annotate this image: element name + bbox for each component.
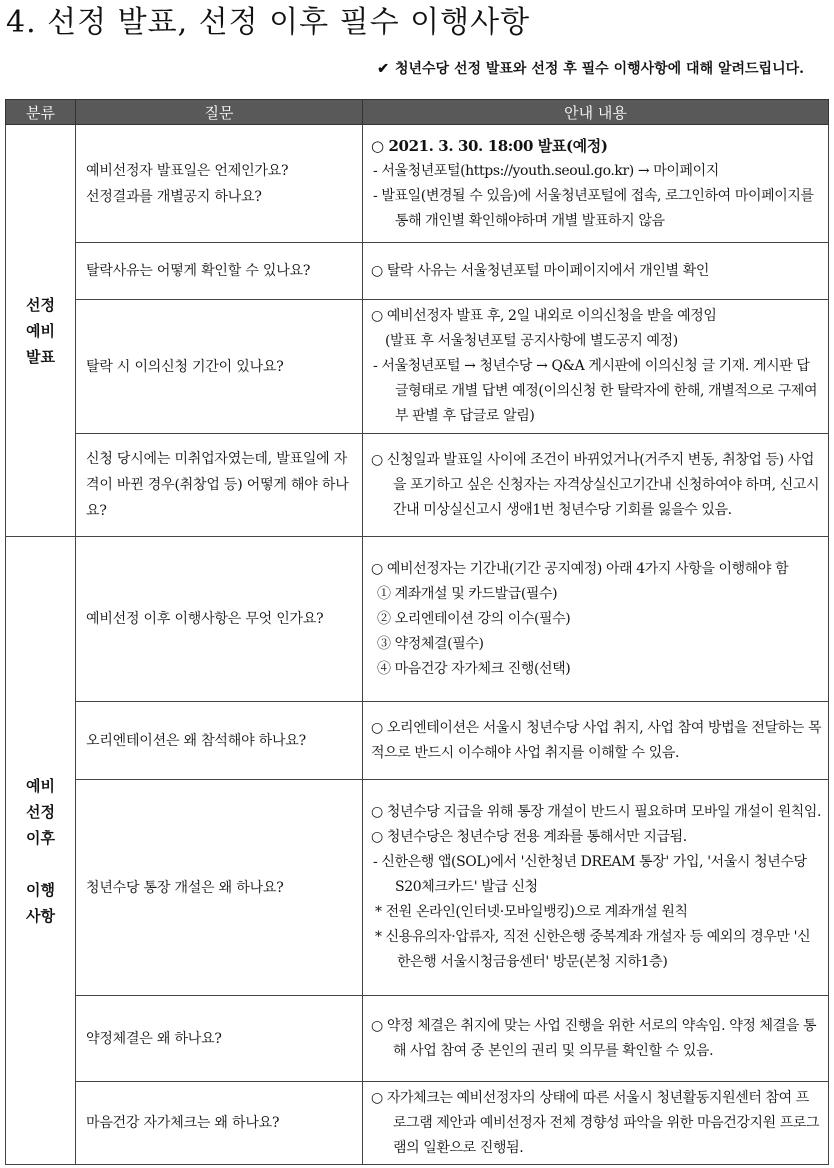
question-line: 신청 당시에는 미취업자였는데, 발표일에 자격이 바뀐 경우(취창업 등) 어떻게 해야 하나요? bbox=[86, 451, 349, 519]
table-row bbox=[6, 537, 829, 702]
question-line: 탈락 시 이의신청 기간이 있나요? bbox=[86, 358, 284, 375]
answer-line: ○ 예비선정자 발표 후, 2일 내외로 이의신청을 받을 예정임 bbox=[371, 308, 717, 324]
faq-table bbox=[5, 99, 829, 1165]
header-category: 분류 bbox=[6, 100, 76, 125]
answer-line: * 신용유의자·압류자, 직전 신한은행 중복계좌 개설자 등 예외의 경우만 '신한은행 서울시청금융센터' 방문(본청 지하1층) bbox=[375, 929, 811, 970]
answer-line: - 신한은행 앱(SOL)에서 '신한청년 DREAM 통장' 가입, '서울시 청년수당 S20체크카드' 발급 신청 bbox=[373, 854, 807, 895]
answer-cell bbox=[363, 702, 829, 780]
check-mark-icon: ✔ bbox=[377, 61, 389, 77]
answer-line: ○ 2021. 3. 30. 18:00 발표(예정) bbox=[371, 136, 608, 155]
table-row bbox=[6, 243, 829, 300]
answer-line: ② 오리엔테이션 강의 이수(필수) bbox=[377, 610, 571, 627]
answer-line: ○ 청년수당 지급을 위해 통장 개설이 반드시 필요하며 모바일 개설이 원칙임. bbox=[371, 804, 822, 820]
page-title: 4. 선정 발표, 선정 이후 필수 이행사항 bbox=[6, 5, 531, 40]
answer-line: (발표 후 서울청년포털 공지사항에 별도공지 예정) bbox=[385, 333, 678, 349]
question-cell bbox=[76, 434, 363, 537]
question-cell bbox=[76, 243, 363, 300]
answer-line: ○ 신청일과 발표일 사이에 조건이 바뀌었거나(거주지 변동, 취창업 등) 사업을 포기하고 싶은 신청자는 자격상실신고기간내 신청하여야 하며, 신고시간내 미상실신고시 생애1번 청년수당 기회를 잃을수 있음. bbox=[371, 451, 820, 518]
category-spacer bbox=[6, 851, 75, 877]
answer-cell bbox=[363, 243, 829, 300]
answer-line: - 발표일(변경될 수 있음)에 서울청년포털에 접속, 로그인하여 마이페이지를 통해 개인별 확인해야하며 개별 발표하지 않음 bbox=[373, 187, 814, 229]
category-line: 이행 bbox=[26, 880, 55, 899]
table-header-row bbox=[6, 100, 829, 125]
table-row bbox=[6, 1082, 829, 1165]
table-row bbox=[6, 702, 829, 780]
question-cell bbox=[76, 300, 363, 434]
answer-line: ○ 오리엔테이션은 서울시 청년수당 사업 취지, 사업 참여 방법을 전달하는 목적으로 반드시 이수해야 사업 취지를 이해할 수 있음. bbox=[371, 719, 822, 761]
answer-line: ○ 자가체크는 예비선정자의 상태에 따른 서울시 청년활동지원센터 참여 프로그램 제안과 예비선정자 전체 경향성 파악을 위한 마음건강지원 프로그램의 일환으로 진행됨. bbox=[371, 1089, 820, 1156]
answer-cell bbox=[363, 537, 829, 702]
answer-cell bbox=[363, 125, 829, 243]
category-line: 사항 bbox=[26, 906, 55, 925]
category-line: 이후 bbox=[26, 828, 55, 847]
subtitle-text: 청년수당 선정 발표와 선정 후 필수 이행사항에 대해 알려드립니다. bbox=[394, 61, 804, 77]
table-row bbox=[6, 780, 829, 996]
question-cell bbox=[76, 702, 363, 780]
answer-line: * 전원 온라인(인터넷·모바일뱅킹)으로 계좌개설 원칙 bbox=[375, 904, 688, 920]
page-subtitle bbox=[377, 58, 804, 80]
table-row bbox=[6, 434, 829, 537]
table-row bbox=[6, 996, 829, 1082]
answer-line: - 서울청년포털(https://youth.seoul.go.kr) → 마이페이지 bbox=[373, 162, 719, 179]
category-cell bbox=[6, 537, 76, 1165]
table-row bbox=[6, 300, 829, 434]
question-line: 선정결과를 개별공지 하나요? bbox=[86, 188, 262, 205]
question-cell bbox=[76, 996, 363, 1082]
answer-line: - 서울청년포털 → 청년수당 → Q&A 게시판에 이의신청 글 기재. 게시판 답글형태로 개별 답변 예정(이의신청 한 탈락자에 한해, 개별적으로 구제여부 판별 후 답글로 알림) bbox=[373, 358, 818, 424]
question-cell bbox=[76, 125, 363, 243]
category-line: 예비 bbox=[26, 321, 55, 340]
answer-cell bbox=[363, 1082, 829, 1165]
question-line: 탈락사유는 어떻게 확인할 수 있나요? bbox=[86, 263, 311, 279]
question-cell bbox=[76, 1082, 363, 1165]
answer-line: ○ 청년수당은 청년수당 전용 계좌를 통해서만 지급됨. bbox=[371, 829, 687, 845]
answer-line: ① 계좌개설 및 카드발급(필수) bbox=[377, 585, 558, 602]
header-answer: 안내 내용 bbox=[363, 100, 829, 125]
answer-line: ○ 약정 체결은 취지에 맞는 사업 진행을 위한 서로의 약속임. 약정 체결을 통해 사업 참여 중 본인의 권리 및 의무를 확인할 수 있음. bbox=[371, 1017, 817, 1059]
question-line: 마음건강 자가체크는 왜 하나요? bbox=[86, 1115, 280, 1131]
question-line: 청년수당 통장 개설은 왜 하나요? bbox=[86, 879, 284, 896]
answer-cell bbox=[363, 300, 829, 434]
answer-cell bbox=[363, 996, 829, 1082]
category-line: 선정 bbox=[26, 295, 55, 314]
answer-cell bbox=[363, 434, 829, 537]
question-line: 약정체결은 왜 하나요? bbox=[86, 1030, 222, 1047]
category-line: 예비 bbox=[26, 776, 55, 795]
answer-line: ○ 예비선정자는 기간내(기간 공지예정) 아래 4가지 사항을 이행해야 함 bbox=[371, 560, 789, 577]
header-question: 질문 bbox=[76, 100, 363, 125]
category-line: 발표 bbox=[26, 347, 55, 366]
question-line: 예비선정자 발표일은 언제인가요? bbox=[86, 162, 289, 179]
answer-line: ○ 탈락 사유는 서울청년포털 마이페이지에서 개인별 확인 bbox=[371, 262, 709, 279]
answer-line: ③ 약정체결(필수) bbox=[377, 635, 484, 652]
category-line: 선정 bbox=[26, 802, 55, 821]
question-line: 예비선정 이후 이행사항은 무엇 인가요? bbox=[86, 611, 324, 627]
category-cell bbox=[6, 125, 76, 537]
answer-line: ④ 마음건강 자가체크 진행(선택) bbox=[377, 660, 571, 677]
question-cell bbox=[76, 537, 363, 702]
question-line: 오리엔테이션은 왜 참석해야 하나요? bbox=[86, 732, 306, 749]
table-row bbox=[6, 125, 829, 243]
question-cell bbox=[76, 780, 363, 996]
answer-cell bbox=[363, 780, 829, 996]
